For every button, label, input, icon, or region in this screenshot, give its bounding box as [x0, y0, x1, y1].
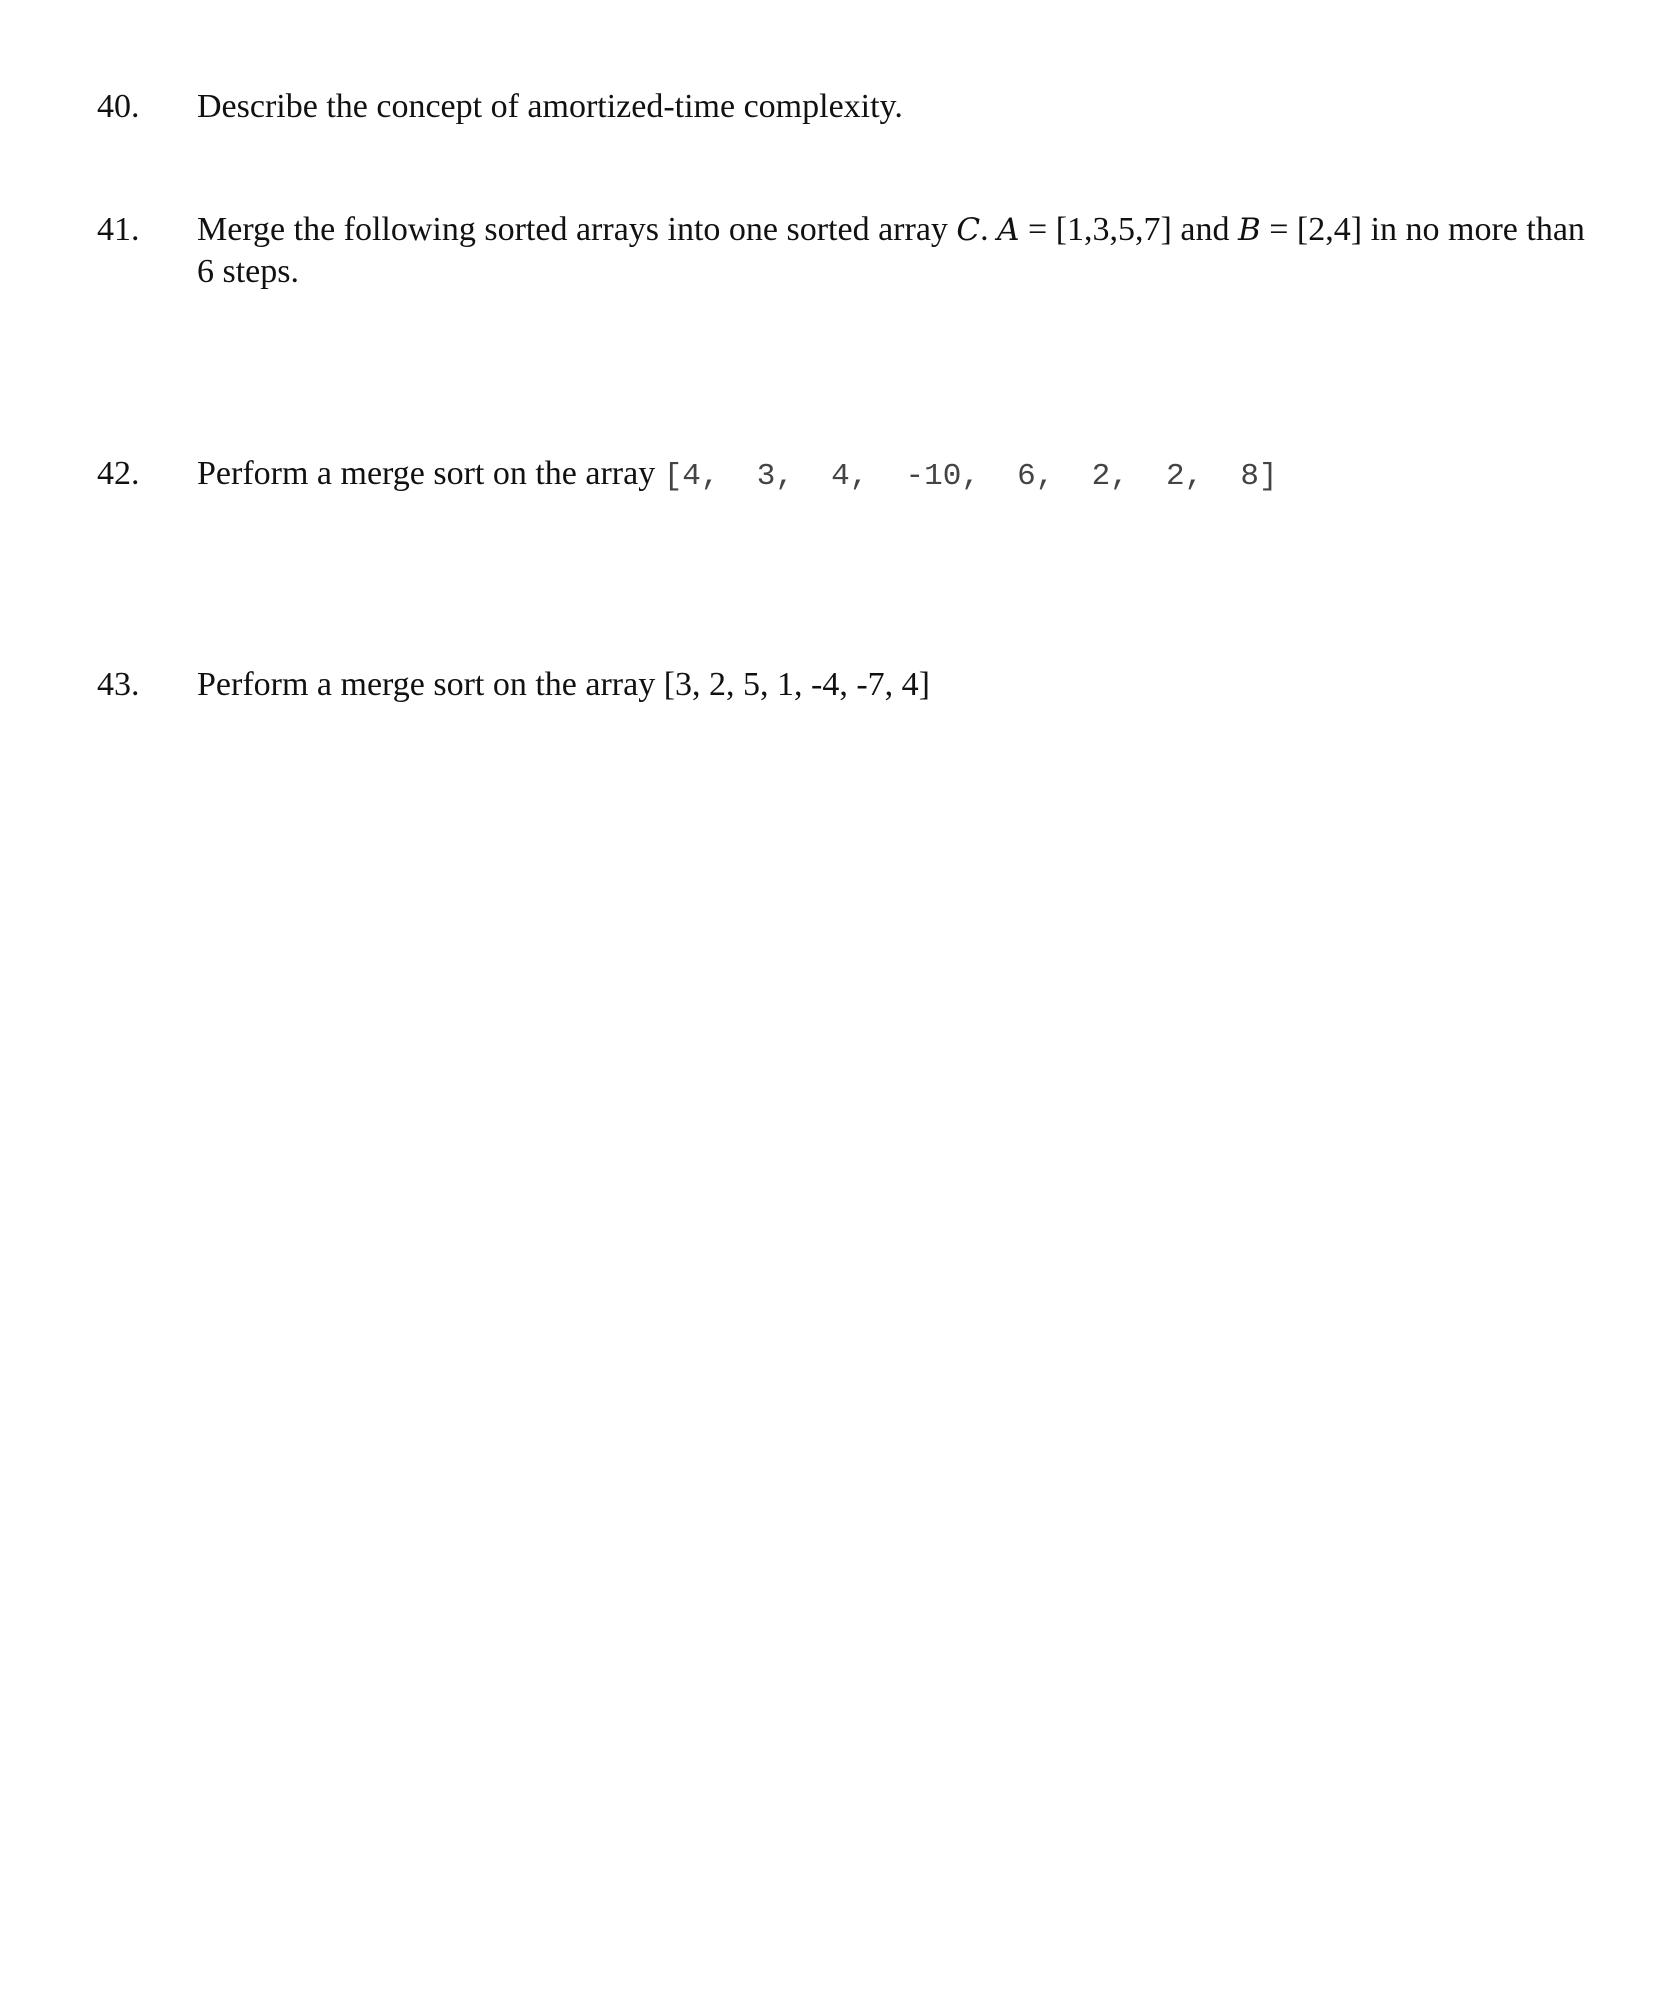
question-number: 43.: [97, 666, 140, 703]
question-text: [197, 453, 1587, 497]
array-code: [4, 3, 4, -10, 6, 2, 2, 8]: [663, 459, 1278, 494]
array-a-definition: = [1,3,5,7] and: [1019, 211, 1238, 248]
question-number: 41.: [97, 211, 140, 248]
sentence-period: .: [980, 211, 998, 248]
question-text-intro: Perform a merge sort on the array: [197, 455, 664, 492]
question-text: Perform a merge sort on the array [3, 2, 5, 1, -4, -7, 4]: [197, 666, 930, 703]
math-variable-c: C: [956, 212, 981, 248]
question-text: [197, 209, 1587, 292]
array-b-definition: = [2,4] in no more than 6 steps.: [197, 211, 1585, 290]
math-variable-a: A: [997, 212, 1020, 248]
math-variable-b: B: [1237, 212, 1261, 248]
question-text: Describe the concept of amortized-time complexity.: [197, 88, 903, 125]
question-number: 42.: [97, 455, 140, 492]
question-number: 40.: [97, 88, 140, 125]
question-text-intro: Merge the following sorted arrays into one sorted array: [197, 211, 957, 248]
